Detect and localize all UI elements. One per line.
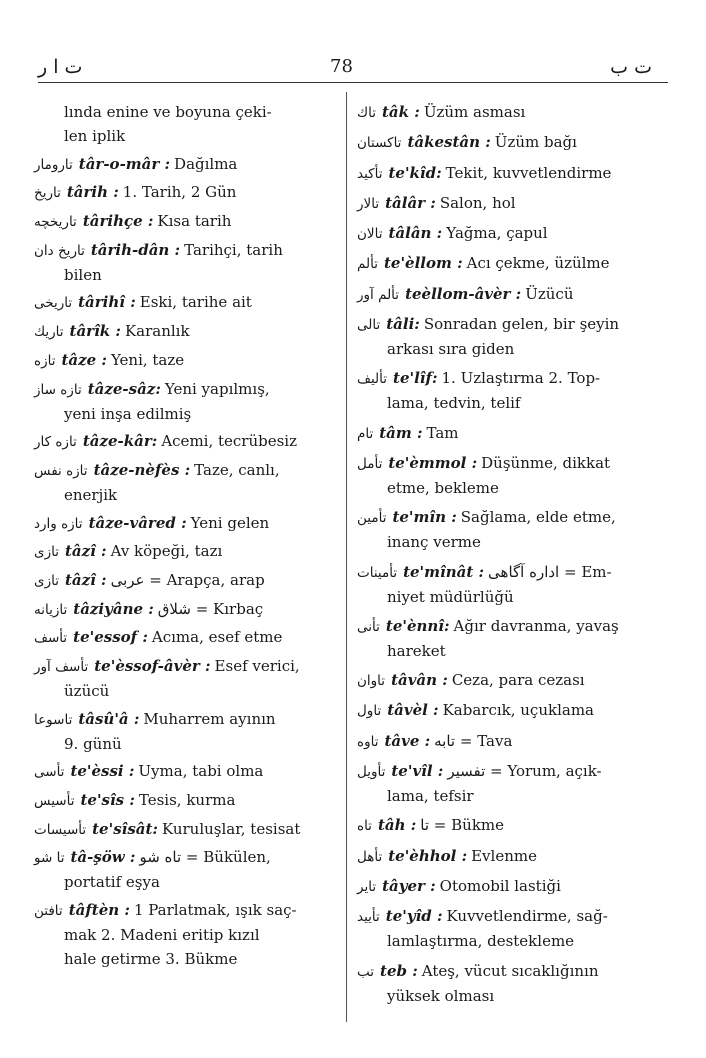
dictionary-entry: [357, 421, 663, 446]
dictionary-entry: [357, 100, 663, 125]
arabic-headword: تأويل: [357, 764, 386, 781]
transliteration: tâyer :: [382, 876, 436, 895]
dictionary-entry: [357, 729, 663, 754]
definition-continuation: yeni inşa edilmiş: [64, 404, 192, 423]
transliteration: te'èllom :: [383, 254, 463, 273]
arabic-headword: تازى: [34, 544, 59, 561]
definition-continuation: lama, tefsir: [387, 787, 474, 806]
definition-continuation: hale getirme 3. Bükme: [64, 950, 238, 969]
arabic-headword: تأسف: [34, 630, 68, 647]
arabic-headword: تاكستان: [357, 135, 402, 152]
dictionary-entry: [357, 668, 663, 693]
dictionary-entry: [34, 290, 334, 315]
dictionary-entry: [357, 813, 663, 838]
dictionary-entry: [34, 845, 334, 894]
column-divider: [346, 92, 347, 1022]
dictionary-entry: [34, 817, 334, 842]
definition: Yeni, taze: [110, 350, 185, 369]
definition-continuation: mak 2. Madeni eritip kızıl: [64, 926, 260, 945]
arabic-headword: تازيانه: [34, 601, 68, 618]
transliteration: te'mîn :: [392, 508, 457, 527]
transliteration: tâm :: [379, 423, 423, 442]
arabic-headword: تاريخچه: [34, 214, 77, 231]
arabic-headword: تاسوعا: [34, 711, 73, 728]
arabic-headword: تاريخ دان: [34, 242, 85, 259]
definition: Eski, tarihe ait: [139, 293, 252, 312]
transliteration: târ-o-mâr :: [78, 154, 171, 173]
definition: Taze, canlı,: [194, 460, 280, 479]
transliteration: te'ènnî:: [385, 616, 450, 635]
transliteration: teb :: [380, 961, 418, 980]
definition: Kabarcık, uçuklama: [442, 701, 594, 720]
definition-continuation: enerjik: [64, 485, 118, 504]
dictionary-entry: [357, 759, 663, 808]
arabic-headword: تا شو: [34, 850, 65, 867]
transliteration: te'mînât :: [403, 562, 485, 581]
definition-continuation: üzücü: [64, 682, 110, 700]
definition: Acı çekme, üzülme: [466, 254, 610, 273]
dictionary-entry: [357, 366, 663, 415]
transliteration: te'sîsât:: [92, 819, 158, 838]
right-column: [357, 100, 663, 1013]
page-number: 78: [330, 56, 353, 77]
arabic-headword: تاوان: [357, 673, 386, 690]
dictionary-entry: [357, 282, 663, 307]
definition: Esef verici,: [214, 657, 300, 675]
dictionary-entry: [34, 348, 334, 373]
header-divider: [38, 82, 668, 83]
definition: اداره آگاهى = Em-: [488, 562, 612, 581]
arabic-headword: تاك: [357, 105, 376, 121]
dictionary-entry: [34, 707, 334, 756]
transliteration: te'sîs :: [80, 791, 135, 810]
definition: Acemi, tecrübesiz: [161, 432, 298, 451]
dictionary-entry: [34, 568, 334, 593]
arabic-headword: تأمين: [357, 510, 387, 527]
transliteration: tâze-nèfès :: [93, 460, 191, 479]
transliteration: tâve :: [384, 731, 431, 750]
definition: Yeni gelen: [190, 513, 270, 532]
transliteration: tâk :: [382, 103, 420, 121]
dictionary-entry: [34, 209, 334, 234]
dictionary-entry: [357, 130, 663, 155]
dictionary-entry: [34, 377, 334, 426]
dictionary-entry: [34, 898, 334, 971]
dictionary-entry: [357, 904, 663, 953]
dictionary-entry: [357, 698, 663, 723]
definition: Üzücü: [525, 284, 574, 303]
definition: Üzüm bağı: [494, 133, 577, 152]
definition: Yağma, çapul: [446, 224, 548, 243]
dictionary-entry: [357, 191, 663, 216]
dictionary-entry: [34, 625, 334, 650]
arabic-headword: تأنى: [357, 618, 380, 635]
dictionary-entry: [34, 654, 334, 703]
dictionary-entry: [357, 505, 663, 554]
arabic-headword: تأليف: [357, 371, 388, 388]
definition: Muharrem ayının: [143, 709, 276, 728]
dictionary-entry: [34, 511, 334, 536]
transliteration: tâsû'â :: [78, 709, 140, 728]
definition: Yeni yapılmış,: [164, 379, 270, 398]
arabic-headword: تأسف آور: [34, 659, 89, 675]
definition: Salon, hol: [439, 193, 516, 212]
arabic-headword: تاول: [357, 703, 382, 720]
transliteration: tâze :: [61, 350, 107, 369]
arabic-headword: تأمل: [357, 455, 383, 472]
definition: Dağılma: [174, 154, 238, 173]
transliteration: târîk :: [69, 322, 121, 341]
dictionary-entry: [357, 614, 663, 663]
definition: Tesis, kurma: [138, 791, 236, 810]
arabic-headword: تأكيد: [357, 165, 383, 182]
arabic-headword: تأسيس: [34, 793, 75, 810]
arabic-headword: تاريخى: [34, 295, 73, 312]
dictionary-entry: [34, 152, 334, 177]
definition: Karanlık: [124, 322, 190, 341]
definition: Kısa tarih: [157, 212, 232, 231]
definition: Düşünme, dikkat: [481, 453, 611, 472]
dictionary-entry: [357, 312, 663, 361]
definition: Uyma, tabi olma: [138, 762, 264, 781]
transliteration: tâze-sâz:: [87, 379, 161, 398]
transliteration: te'èhhol :: [388, 846, 468, 865]
arabic-headword: تأهل: [357, 848, 383, 865]
arabic-headword: تاه: [357, 818, 372, 835]
arabic-headword: تاوه: [357, 733, 379, 750]
transliteration: teèllom-âvèr :: [405, 284, 522, 303]
definition: تفسير = Yorum, açık-: [447, 762, 602, 781]
transliteration: târih-dân :: [90, 240, 181, 259]
dictionary-entry: [34, 429, 334, 454]
dictionary-entry: [357, 451, 663, 500]
transliteration: te'vîl :: [391, 762, 444, 781]
definition-continuation: inanç verme: [387, 533, 481, 552]
page-header: [0, 56, 706, 82]
dictionary-entry: [357, 560, 663, 609]
transliteration: tâziyâne :: [73, 599, 154, 618]
definition: شلاق = Kırbaç: [157, 599, 264, 618]
dictionary-entry: [357, 874, 663, 899]
definition: 1. Uzlaştırma 2. Top-: [441, 369, 601, 388]
definition-continuation: hareket: [387, 641, 446, 660]
dictionary-entry: [34, 539, 334, 564]
transliteration: tâzî :: [64, 570, 107, 589]
transliteration: tâli:: [386, 315, 420, 334]
transliteration: tâvèl :: [387, 701, 439, 720]
definition: Kuvvetlendirme, sağ-: [446, 907, 608, 926]
transliteration: târihî :: [78, 293, 136, 312]
dictionary-entry: [34, 759, 334, 784]
transliteration: târihçe :: [82, 212, 154, 231]
definition: Sağlama, elde etme,: [460, 508, 616, 527]
transliteration: tâkestân :: [407, 133, 491, 152]
arabic-headword: تالان: [357, 226, 383, 243]
definition: Kuruluşlar, tesisat: [161, 819, 301, 838]
definition: 1. Tarih, 2 Gün: [122, 183, 237, 202]
dictionary-entry: [357, 844, 663, 869]
header-left-letters: ت ا ر: [38, 56, 83, 78]
definition: Sonradan gelen, bir şeyin: [423, 315, 620, 334]
definition: 1 Parlatmak, ışık saç-: [133, 901, 297, 920]
definition: Otomobil lastiği: [439, 876, 561, 895]
arabic-headword: تازى: [34, 572, 59, 589]
dictionary-entry: [34, 458, 334, 507]
definition: تابه = Tava: [434, 731, 513, 750]
dictionary-entry: [34, 180, 334, 205]
left-column: [34, 100, 334, 975]
definition-continuation: yüksek olması: [387, 986, 495, 1005]
definition: تا = Bükme: [420, 816, 505, 835]
dictionary-entry: [357, 161, 663, 186]
transliteration: tâzî :: [64, 542, 107, 561]
arabic-headword: تازه كار: [34, 434, 77, 451]
definition: Tarihçi, tarih: [184, 240, 283, 259]
definition: Evlenme: [471, 846, 537, 865]
transliteration: tâlâr :: [385, 193, 436, 212]
definition-continuation: lamlaştırma, destekleme: [387, 932, 575, 951]
arabic-headword: تازه نفس: [34, 462, 88, 479]
header-right-letters: ت ب: [610, 56, 652, 78]
transliteration: tâze-vâred :: [88, 513, 187, 532]
definition-continuation: lında enine ve boyuna çeki-: [64, 103, 272, 121]
definition-continuation: 9. günü: [64, 734, 122, 753]
transliteration: tâ-şöw :: [70, 848, 136, 867]
arabic-headword: تأسى: [34, 764, 65, 781]
definition: Av köpeği, tazı: [110, 542, 223, 561]
definition: Üzüm asması: [423, 103, 526, 121]
arabic-headword: تاير: [357, 878, 377, 895]
definition-continuation: lama, tedvin, telif: [387, 394, 521, 413]
definition: عربى = Arapça, arap: [110, 570, 265, 589]
transliteration: tâftèn :: [68, 901, 130, 920]
transliteration: te'èssof-âvèr :: [94, 657, 211, 675]
arabic-headword: تالار: [357, 195, 380, 212]
dictionary-entry: [34, 597, 334, 622]
definition-continuation: portatif eşya: [64, 873, 160, 892]
arabic-headword: تارومار: [34, 156, 73, 173]
arabic-headword: تاريك: [34, 324, 64, 341]
definition-continuation: len iplik: [64, 127, 126, 145]
arabic-headword: تام: [357, 425, 374, 442]
arabic-headword: تازه ساز: [34, 381, 82, 398]
arabic-headword: تب: [357, 963, 375, 980]
transliteration: tâvân :: [391, 671, 448, 690]
transliteration: te'yîd :: [385, 907, 443, 926]
definition-continuation: niyet müdürlüğü: [387, 587, 514, 606]
arabic-headword: تأمينات: [357, 564, 398, 581]
definition: Ağır davranma, yavaş: [453, 616, 619, 635]
transliteration: tâlân :: [388, 224, 443, 243]
definition: Ateş, vücut sıcaklığının: [421, 961, 599, 980]
transliteration: tâh :: [377, 816, 417, 835]
definition: Ceza, para cezası: [451, 671, 585, 690]
arabic-headword: تازه: [34, 352, 56, 369]
transliteration: tâze-kâr:: [82, 432, 158, 451]
definition-continuation: etme, bekleme: [387, 478, 499, 497]
definition: Acıma, esef etme: [151, 628, 283, 647]
dictionary-entry: [34, 100, 334, 148]
dictionary-entry: [34, 238, 334, 287]
dictionary-entry: [357, 959, 663, 1008]
arabic-headword: تألم: [357, 256, 378, 273]
transliteration: te'èmmol :: [388, 453, 478, 472]
arabic-headword: تأييد: [357, 909, 380, 926]
definition-continuation: bilen: [64, 265, 102, 284]
definition: Tekit, kuvvetlendirme: [445, 163, 612, 182]
arabic-headword: تاريخ: [34, 185, 61, 202]
transliteration: te'èssi :: [70, 762, 135, 781]
dictionary-entry: [357, 221, 663, 246]
transliteration: te'kîd:: [388, 163, 442, 182]
dictionary-entry: [34, 319, 334, 344]
transliteration: te'lîf:: [393, 369, 438, 388]
arabic-headword: تألم آور: [357, 286, 400, 303]
definition: تاه شو = Bükülen,: [139, 848, 271, 867]
definition-continuation: arkası sıra giden: [387, 340, 515, 359]
arabic-headword: تافتن: [34, 903, 63, 920]
definition: Tam: [426, 423, 459, 442]
arabic-headword: تالى: [357, 317, 381, 334]
dictionary-entry: [357, 251, 663, 276]
arabic-headword: تأسيسات: [34, 821, 87, 838]
transliteration: târih :: [66, 183, 119, 202]
dictionary-entry: [34, 788, 334, 813]
transliteration: te'essof :: [73, 628, 148, 647]
arabic-headword: تازه وارد: [34, 515, 83, 532]
